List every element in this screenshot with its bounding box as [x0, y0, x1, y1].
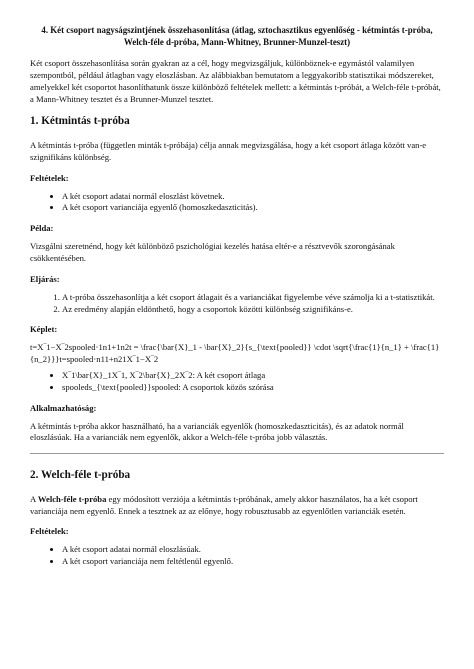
formula-text: t=X‾1−X‾2spooled⋅1n1+1n2t = \frac{\bar{X}_1 - \bar{X}_2}{s_{\text{pooled}} \cdot \sqrt{\frac{1}{n_1} + \frac{1}{n_2}}}t=spooled⋅n11+n21X‾1−X‾2 [30, 342, 440, 365]
conditions-label: Feltételek: [30, 172, 69, 183]
example-paragraph: Vizsgálni szeretnénd, hogy két különböző pszichológiai kezelés hatása eltér-e a résztvevők szorongásának csökkentésében. [30, 241, 395, 263]
section-divider [30, 453, 444, 454]
list-item: • X‾1\bar{X}_1X‾1, X‾2\bar{X}_2X‾2: A két csoport átlaga [62, 370, 444, 382]
procedure-list [30, 292, 444, 316]
list-item: 2. Az eredmény alapján eldönthető, hogy a csoportok közötti különbség szignifikáns-e. [62, 304, 444, 316]
list-item: • A két csoport varianciája egyenlő (homoszkedaszticitás). [62, 202, 444, 214]
list-item: • A két csoport varianciája nem feltétlenül egyenlő. [62, 556, 444, 568]
section-2-description [30, 494, 444, 518]
example-label: Példa: [30, 223, 54, 234]
intro-paragraph: Két csoport összehasonlítása során gyakran az a cél, hogy megvizsgáljuk, különböznek-e egymástól valamilyen szempontból, például átlagban vagy eloszlásban. Az alábbiakban bemutatom a leggyakoribb statisztikai módszereket, amelyekkel két csoportot hasonlíthatunk össze különböző feltételek mellett: a kétmintás t-próbát, a Welch-féle t-próbát, a Mann-Whitney tesztet és a Brunner-Munzel tesztet. [30, 58, 441, 104]
section-1-heading: 1. Kétmintás t-próba [30, 115, 130, 128]
list-item: • A két csoport adatai normál eloszlásúak. [62, 544, 444, 556]
usage-paragraph: A kétmintás t-próba akkor használható, ha a varianciák egyenlők (homoszkedaszticitás), és az adatok normál eloszlásúak. Ha a varianciák nem egyenlők, akkor a Welch-féle t-próba jobb választás. [30, 420, 404, 443]
list-item: • spooleds_{\text{pooled}}spooled: A csoportok közös szórása [62, 382, 444, 394]
section-2-heading: 2. Welch-féle t-próba [30, 469, 131, 482]
formula-legend-list [30, 370, 444, 394]
conditions-list [30, 544, 444, 568]
desc-bold-term: Welch-féle t-próba [37, 493, 107, 504]
conditions-list [30, 191, 444, 215]
document-title: 4. Két csoport nagyságszintjének összehasonlítása (átlag, sztochasztikus egyenlőség - kétmintás t-próba, Welch-féle d-próba, Mann-Whitney, Brunner-Munzel-teszt) [41, 25, 433, 48]
formula-label: Képlet: [30, 324, 58, 335]
conditions-label: Feltételek: [30, 526, 69, 537]
list-item: • A két csoport adatai normál eloszlást követnek. [62, 191, 444, 203]
desc-prefix: A [30, 493, 38, 504]
procedure-label: Eljárás: [30, 273, 60, 284]
desc-suffix: egy módosított verziója a kétmintás t-próbának, amely akkor használatos, ha a két csoport varianciája nem egyenlő. Ennek a tesztnek az az előnye, hogy robusztusabb az egyenlőtlen varianciák esetén. [30, 493, 418, 516]
list-item: 1. A t-próba összehasonlítja a két csoport átlagait és a varianciákat figyelembe véve számolja ki a t-statisztikát. [62, 292, 444, 304]
usage-label: Alkalmazhatóság: [30, 402, 97, 413]
section-1-description: A kétmintás t-próba (független minták t-próbája) célja annak megvizsgálása, hogy a két csoport átlaga között van-e szignifikáns különbség. [30, 139, 427, 162]
